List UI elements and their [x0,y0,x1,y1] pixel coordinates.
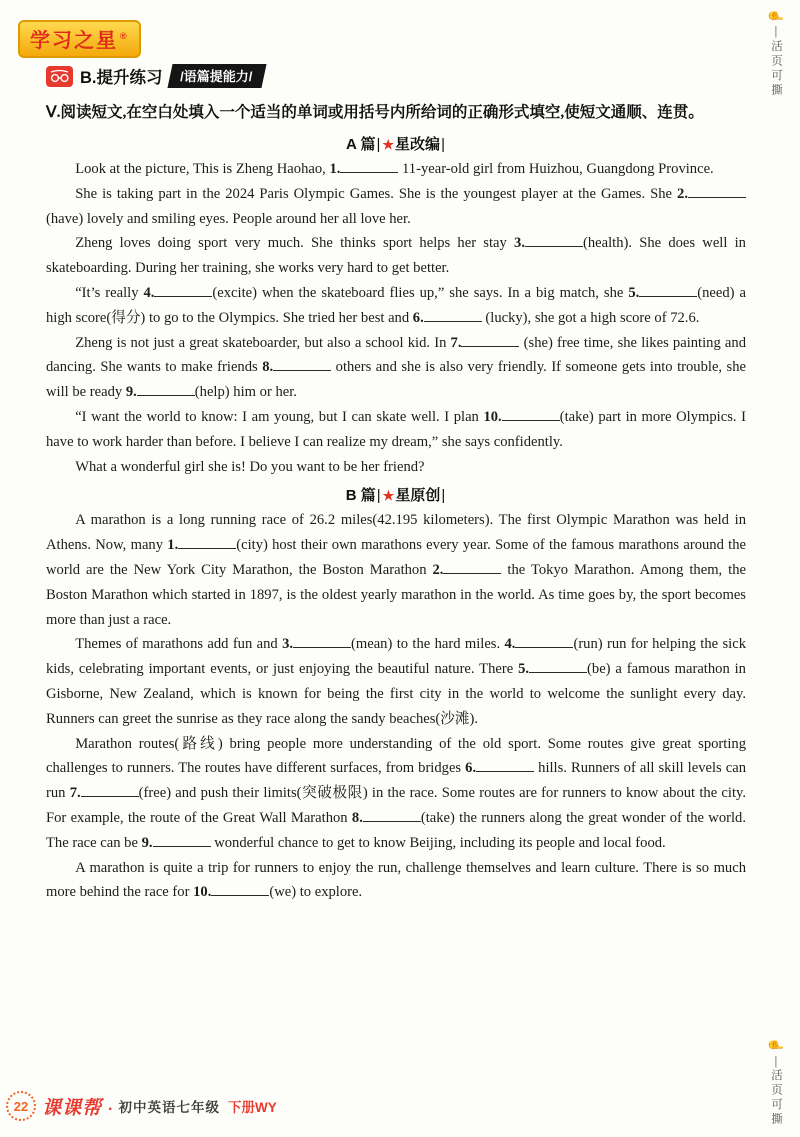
blank-line [211,882,269,896]
bar: | [376,487,381,505]
blank-line [363,808,421,822]
footer-book-title: 初中英语七年级 [118,1100,220,1115]
section-header [46,64,264,88]
paragraph: Themes of marathons add fun and 3. (mean) to the hard miles. 4. (run) run for helping the sick kids, celebrating important events, or just enjoying the beautiful nature. There 5. (be) a famous marathon in Gisborne, New Zealand, which is known for being the first city in the world to welcome the sunlight every day. Runners can greet the sunrise as they race along the sandy beaches(沙滩). [46,636,746,727]
passage-b-heading [46,484,746,505]
tab-divider: — [770,26,782,38]
blank-line [81,783,139,797]
blank-line [502,407,560,421]
paragraph: A marathon is a long running race of 26.2 miles(42.195 kilometers). The first Olympic Marathon was held in Athens. Now, many 1. (city) host their own marathons every year. Some of the famous marathons around the world are the New York City Marathon, the Boston Marathon 2. the Tokyo Marathon. Among them, the Boston Marathon which started in 1897, is the oldest yearly marathon in the world. As time goes by, the sport becomes more than just a race. [46,512,747,628]
blank-line [688,184,746,198]
footer-brand: 课课帮 [42,1097,103,1119]
tear-tab-label: 活页可撕 [770,39,782,98]
paragraph: A marathon is quite a trip for runners to enjoy the run, challenge themselves and learn culture. There is so much more behind the race for 10. (we) to explore. [46,859,746,901]
blank-line [525,233,583,247]
bar: | [441,487,446,505]
passage-a-heading [46,133,746,154]
section-header-banner [167,64,266,88]
tear-tab-bottom [768,1037,784,1127]
tab-divider: — [770,1055,782,1067]
main-content [46,128,746,905]
blank-line [529,659,587,673]
paragraph: “I want the world to know: I am young, but I can skate well. I plan 10. (take) part in more Olympics. I have to work harder than before. I believe I can realize my dream,” she says confidently. [46,408,746,450]
brand-logo-text: 学习之星 [30,30,118,52]
blank-line [154,283,212,297]
brand-logo [18,20,141,58]
page-footer [6,1091,766,1121]
hand-icon: ☝ [768,1037,784,1054]
blank-line [424,308,482,322]
blank-line [153,833,211,847]
blank-line [515,634,573,648]
star-icon: ★ [382,137,395,152]
bar: | [376,136,381,153]
glasses-icon [46,66,73,87]
blank-line [273,357,331,371]
passage-b-body [46,508,746,905]
passage-b-title: B 篇 [345,487,376,505]
blank-line [293,634,351,648]
blank-line [137,382,195,396]
passage-a-title: A 篇 [346,136,376,153]
blank-line [178,535,236,549]
hand-icon: ☝ [768,8,784,25]
paragraph: Zheng loves doing sport very much. She thinks sport helps her stay 3. (health). She does well in skateboarding. During her training, she works very hard to get better. [46,235,746,277]
banner-text: /语篇提能力/ [179,69,252,84]
paragraph: She is taking part in the 2024 Paris Olympic Games. She is the youngest player at the Games. She 2.(have) lovely and smiling eyes. People around her all love her. [46,182,746,232]
tear-tab-label: 活页可撕 [770,1069,782,1127]
passage-a-badge: 星改编 [395,136,441,153]
blank-line [340,159,398,173]
passage-a-body [46,157,746,479]
page-number-badge: 22 [6,1091,36,1121]
blank-line [461,333,519,347]
blank-line [639,283,697,297]
footer-dot: . [108,1097,113,1114]
blank-line [443,560,501,574]
registered-mark: ® [120,31,129,42]
section-header-title: B.提升练习 [80,69,163,87]
paragraph: Zheng is not just a great skateboarder, but also a school kid. In 7. (she) free time, she likes painting and dancing. She wants to make friends 8. others and she is also very friendly. If someone gets into trouble, she will be ready 9. (help) him or her. [46,334,747,401]
star-icon: ★ [382,488,395,504]
tear-tab-top [768,8,784,98]
bar: | [441,136,445,153]
paragraph: Marathon routes(路线) bring people more understanding of the old sport. Some routes give great sporting challenges to runners. The routes have different surfaces, from bridges 6. hills. Runners of all skill levels can run 7. (free) and push their limits(突破极限) in the race. Some routes are for runners to know about the city. For example, the route of the Great Wall Marathon 8. (take) the runners along the great wonder of the world. The race can be 9. wonderful chance to get to know Beijing, including its people and local food. [46,735,747,851]
paragraph: “It’s really 4. (excite) when the skateboard flies up,” she says. In a big match, she 5. (need) a high score(得分) to go to the Olympics. She tried her best and 6. (lucky), she got a high score of 72.6. [46,284,746,326]
paragraph: Look at the picture, This is Zheng Haohao, 1. 11-year-old girl from Huizhou, Guangdong Province. [75,161,714,177]
passage-b-badge: 星原创 [395,487,441,505]
blank-line [476,758,534,772]
exercise-instruction: Ⅴ.阅读短文,在空白处填入一个适当的单词或用括号内所给词的正确形式填空,使短文通顺、连贯。 [46,104,704,121]
paragraph: What a wonderful girl she is! Do you want to be her friend? [75,458,425,475]
footer-volume: 下册WY [227,1100,277,1115]
